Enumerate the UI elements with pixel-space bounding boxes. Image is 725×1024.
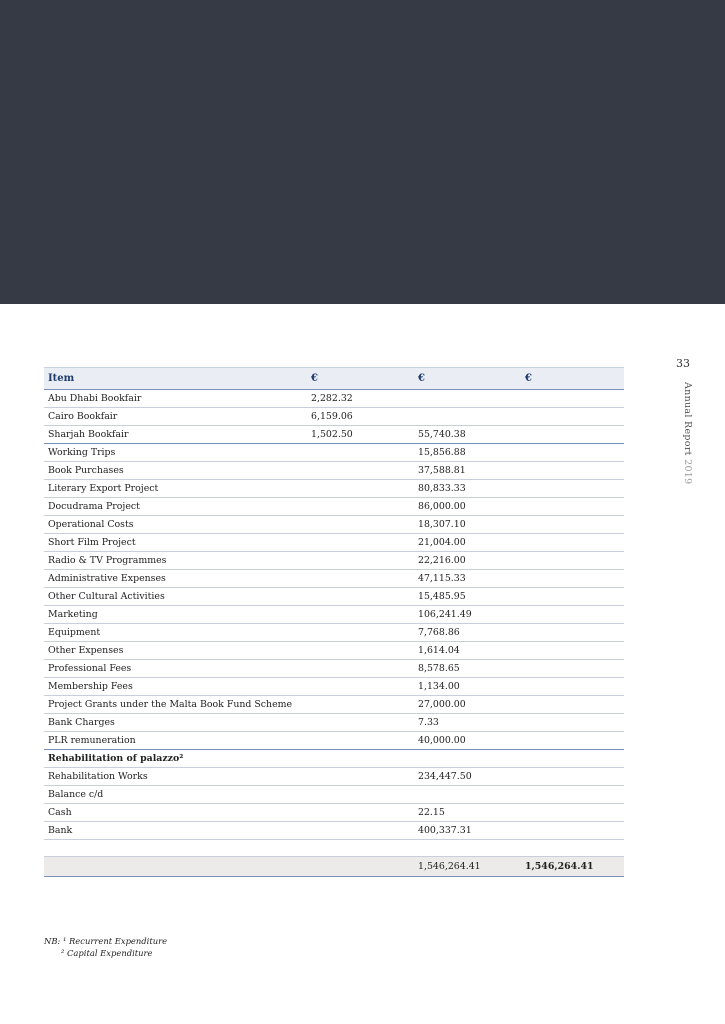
cell-item: Bank xyxy=(44,822,307,840)
cell-col-3 xyxy=(521,498,624,516)
cell-item: Cairo Bookfair xyxy=(44,408,307,426)
cell-col-1: 1,502.50 xyxy=(307,426,414,444)
table-row xyxy=(44,570,624,588)
cell-item: Bank Charges xyxy=(44,714,307,732)
cell-col-2 xyxy=(414,786,521,804)
table-row xyxy=(44,462,624,480)
cell-col-1 xyxy=(307,498,414,516)
table-row xyxy=(44,714,624,732)
cell-item: Other Cultural Activities xyxy=(44,588,307,606)
cell-item: Professional Fees xyxy=(44,660,307,678)
cell-col-2: 55,740.38 xyxy=(414,426,521,444)
header-currency-2: € xyxy=(414,368,521,390)
spacer-cell xyxy=(44,840,307,857)
table-row xyxy=(44,732,624,750)
cell-col-3 xyxy=(521,678,624,696)
table-header-row xyxy=(44,368,624,390)
cell-col-1 xyxy=(307,750,414,768)
cell-col-3 xyxy=(521,534,624,552)
spacer-cell xyxy=(521,840,624,857)
cell-col-3 xyxy=(521,480,624,498)
cell-col-3 xyxy=(521,444,624,462)
cell-col-2: 1,134.00 xyxy=(414,678,521,696)
table-row xyxy=(44,642,624,660)
cell-col-1 xyxy=(307,606,414,624)
footnotes xyxy=(44,936,167,959)
cell-col-3 xyxy=(521,714,624,732)
cell-col-1 xyxy=(307,857,414,877)
running-title-text: Annual Report xyxy=(682,382,693,456)
table-row xyxy=(44,588,624,606)
cell-col-3 xyxy=(521,426,624,444)
running-title xyxy=(682,382,693,485)
table-row xyxy=(44,822,624,840)
cell-col-2 xyxy=(414,750,521,768)
cell-col-2: 234,447.50 xyxy=(414,768,521,786)
table-row xyxy=(44,444,624,462)
spacer-cell xyxy=(414,840,521,857)
table-row xyxy=(44,696,624,714)
cell-col-1 xyxy=(307,588,414,606)
table-row xyxy=(44,498,624,516)
cell-col-1 xyxy=(307,516,414,534)
cell-col-2: 40,000.00 xyxy=(414,732,521,750)
cell-col-1 xyxy=(307,768,414,786)
cell-col-3 xyxy=(521,786,624,804)
table-row xyxy=(44,390,624,408)
total-col-3: 1,546,264.41 xyxy=(521,857,624,877)
cell-col-2: 22.15 xyxy=(414,804,521,822)
cell-col-3 xyxy=(521,660,624,678)
table-row xyxy=(44,750,624,768)
cell-col-1 xyxy=(307,480,414,498)
cell-col-2: 15,856.88 xyxy=(414,444,521,462)
cell-col-1 xyxy=(307,462,414,480)
cell-item: Docudrama Project xyxy=(44,498,307,516)
header-item: Item xyxy=(44,368,307,390)
cell-col-3 xyxy=(521,804,624,822)
cell-col-1 xyxy=(307,732,414,750)
cell-item: Equipment xyxy=(44,624,307,642)
table-row xyxy=(44,480,624,498)
cell-col-1 xyxy=(307,678,414,696)
cell-col-3 xyxy=(521,750,624,768)
total-row xyxy=(44,857,624,877)
expenditure-table xyxy=(44,367,624,877)
cell-col-1: 6,159.06 xyxy=(307,408,414,426)
footnote-recurrent: ¹ Recurrent Expenditure xyxy=(62,936,168,946)
cell-item: Membership Fees xyxy=(44,678,307,696)
cell-col-2: 47,115.33 xyxy=(414,570,521,588)
cell-col-1 xyxy=(307,642,414,660)
page-number: 33 xyxy=(676,357,690,370)
cell-item: Short Film Project xyxy=(44,534,307,552)
footnote-2: ² Capital Expenditure xyxy=(61,947,153,958)
cell-item: Cash xyxy=(44,804,307,822)
cell-col-1 xyxy=(307,804,414,822)
cell-item: Radio & TV Programmes xyxy=(44,552,307,570)
total-col-2: 1,546,264.41 xyxy=(414,857,521,877)
cell-col-2: 1,614.04 xyxy=(414,642,521,660)
table-row xyxy=(44,606,624,624)
table-row xyxy=(44,804,624,822)
cell-item: Project Grants under the Malta Book Fund Scheme xyxy=(44,696,307,714)
cell-col-3 xyxy=(521,570,624,588)
spacer-cell xyxy=(307,840,414,857)
table-row xyxy=(44,768,624,786)
cell-col-3 xyxy=(521,462,624,480)
cell-col-1 xyxy=(307,624,414,642)
cell-col-3 xyxy=(521,390,624,408)
cell-col-2: 400,337.31 xyxy=(414,822,521,840)
cell-col-2 xyxy=(414,408,521,426)
cell-col-1 xyxy=(307,822,414,840)
cell-col-2: 80,833.33 xyxy=(414,480,521,498)
cell-col-1 xyxy=(307,552,414,570)
cell-col-1 xyxy=(307,714,414,732)
cell-col-2: 7,768.86 xyxy=(414,624,521,642)
cell-col-2: 15,485.95 xyxy=(414,588,521,606)
cell-item: Working Trips xyxy=(44,444,307,462)
table-row xyxy=(44,660,624,678)
table-row xyxy=(44,516,624,534)
cell-col-2: 18,307.10 xyxy=(414,516,521,534)
cell-col-3 xyxy=(521,624,624,642)
cell-item: PLR remuneration xyxy=(44,732,307,750)
cell-col-1 xyxy=(307,786,414,804)
cell-col-2: 21,004.00 xyxy=(414,534,521,552)
cell-item: Book Purchases xyxy=(44,462,307,480)
table-row xyxy=(44,426,624,444)
cell-item: Sharjah Bookfair xyxy=(44,426,307,444)
footnote-prefix: NB: xyxy=(44,936,61,946)
header-band xyxy=(0,0,725,304)
cell-col-1: 2,282.32 xyxy=(307,390,414,408)
cell-col-3 xyxy=(521,696,624,714)
cell-col-2: 106,241.49 xyxy=(414,606,521,624)
cell-col-2: 86,000.00 xyxy=(414,498,521,516)
cell-col-1 xyxy=(307,570,414,588)
cell-col-1 xyxy=(307,534,414,552)
cell-col-3 xyxy=(521,606,624,624)
cell-col-2: 37,588.81 xyxy=(414,462,521,480)
header-currency-1: € xyxy=(307,368,414,390)
table-body xyxy=(44,390,624,877)
cell-col-3 xyxy=(521,822,624,840)
cell-col-3 xyxy=(521,408,624,426)
table-row xyxy=(44,678,624,696)
table-row xyxy=(44,534,624,552)
cell-col-3 xyxy=(521,516,624,534)
cell-col-3 xyxy=(521,642,624,660)
table-row xyxy=(44,624,624,642)
cell-item: Operational Costs xyxy=(44,516,307,534)
cell-col-2: 8,578.65 xyxy=(414,660,521,678)
cell-col-1 xyxy=(307,444,414,462)
table-row xyxy=(44,552,624,570)
running-title-year: 2019 xyxy=(682,459,693,485)
cell-item: Balance c/d xyxy=(44,786,307,804)
cell-col-1 xyxy=(307,660,414,678)
cell-item xyxy=(44,857,307,877)
cell-col-3 xyxy=(521,768,624,786)
footnote-1 xyxy=(44,936,167,948)
cell-item: Rehabilitation Works xyxy=(44,768,307,786)
cell-col-3 xyxy=(521,588,624,606)
cell-col-2: 22,216.00 xyxy=(414,552,521,570)
table-row xyxy=(44,786,624,804)
cell-col-2: 27,000.00 xyxy=(414,696,521,714)
cell-col-2: 7.33 xyxy=(414,714,521,732)
cell-item: Administrative Expenses xyxy=(44,570,307,588)
cell-item: Rehabilitation of palazzo² xyxy=(44,750,307,768)
cell-col-3 xyxy=(521,732,624,750)
table-row xyxy=(44,408,624,426)
cell-col-2 xyxy=(414,390,521,408)
cell-col-1 xyxy=(307,696,414,714)
cell-item: Other Expenses xyxy=(44,642,307,660)
cell-item: Marketing xyxy=(44,606,307,624)
spacer-row xyxy=(44,840,624,857)
header-currency-3: € xyxy=(521,368,624,390)
cell-item: Literary Export Project xyxy=(44,480,307,498)
cell-item: Abu Dhabi Bookfair xyxy=(44,390,307,408)
cell-col-3 xyxy=(521,552,624,570)
